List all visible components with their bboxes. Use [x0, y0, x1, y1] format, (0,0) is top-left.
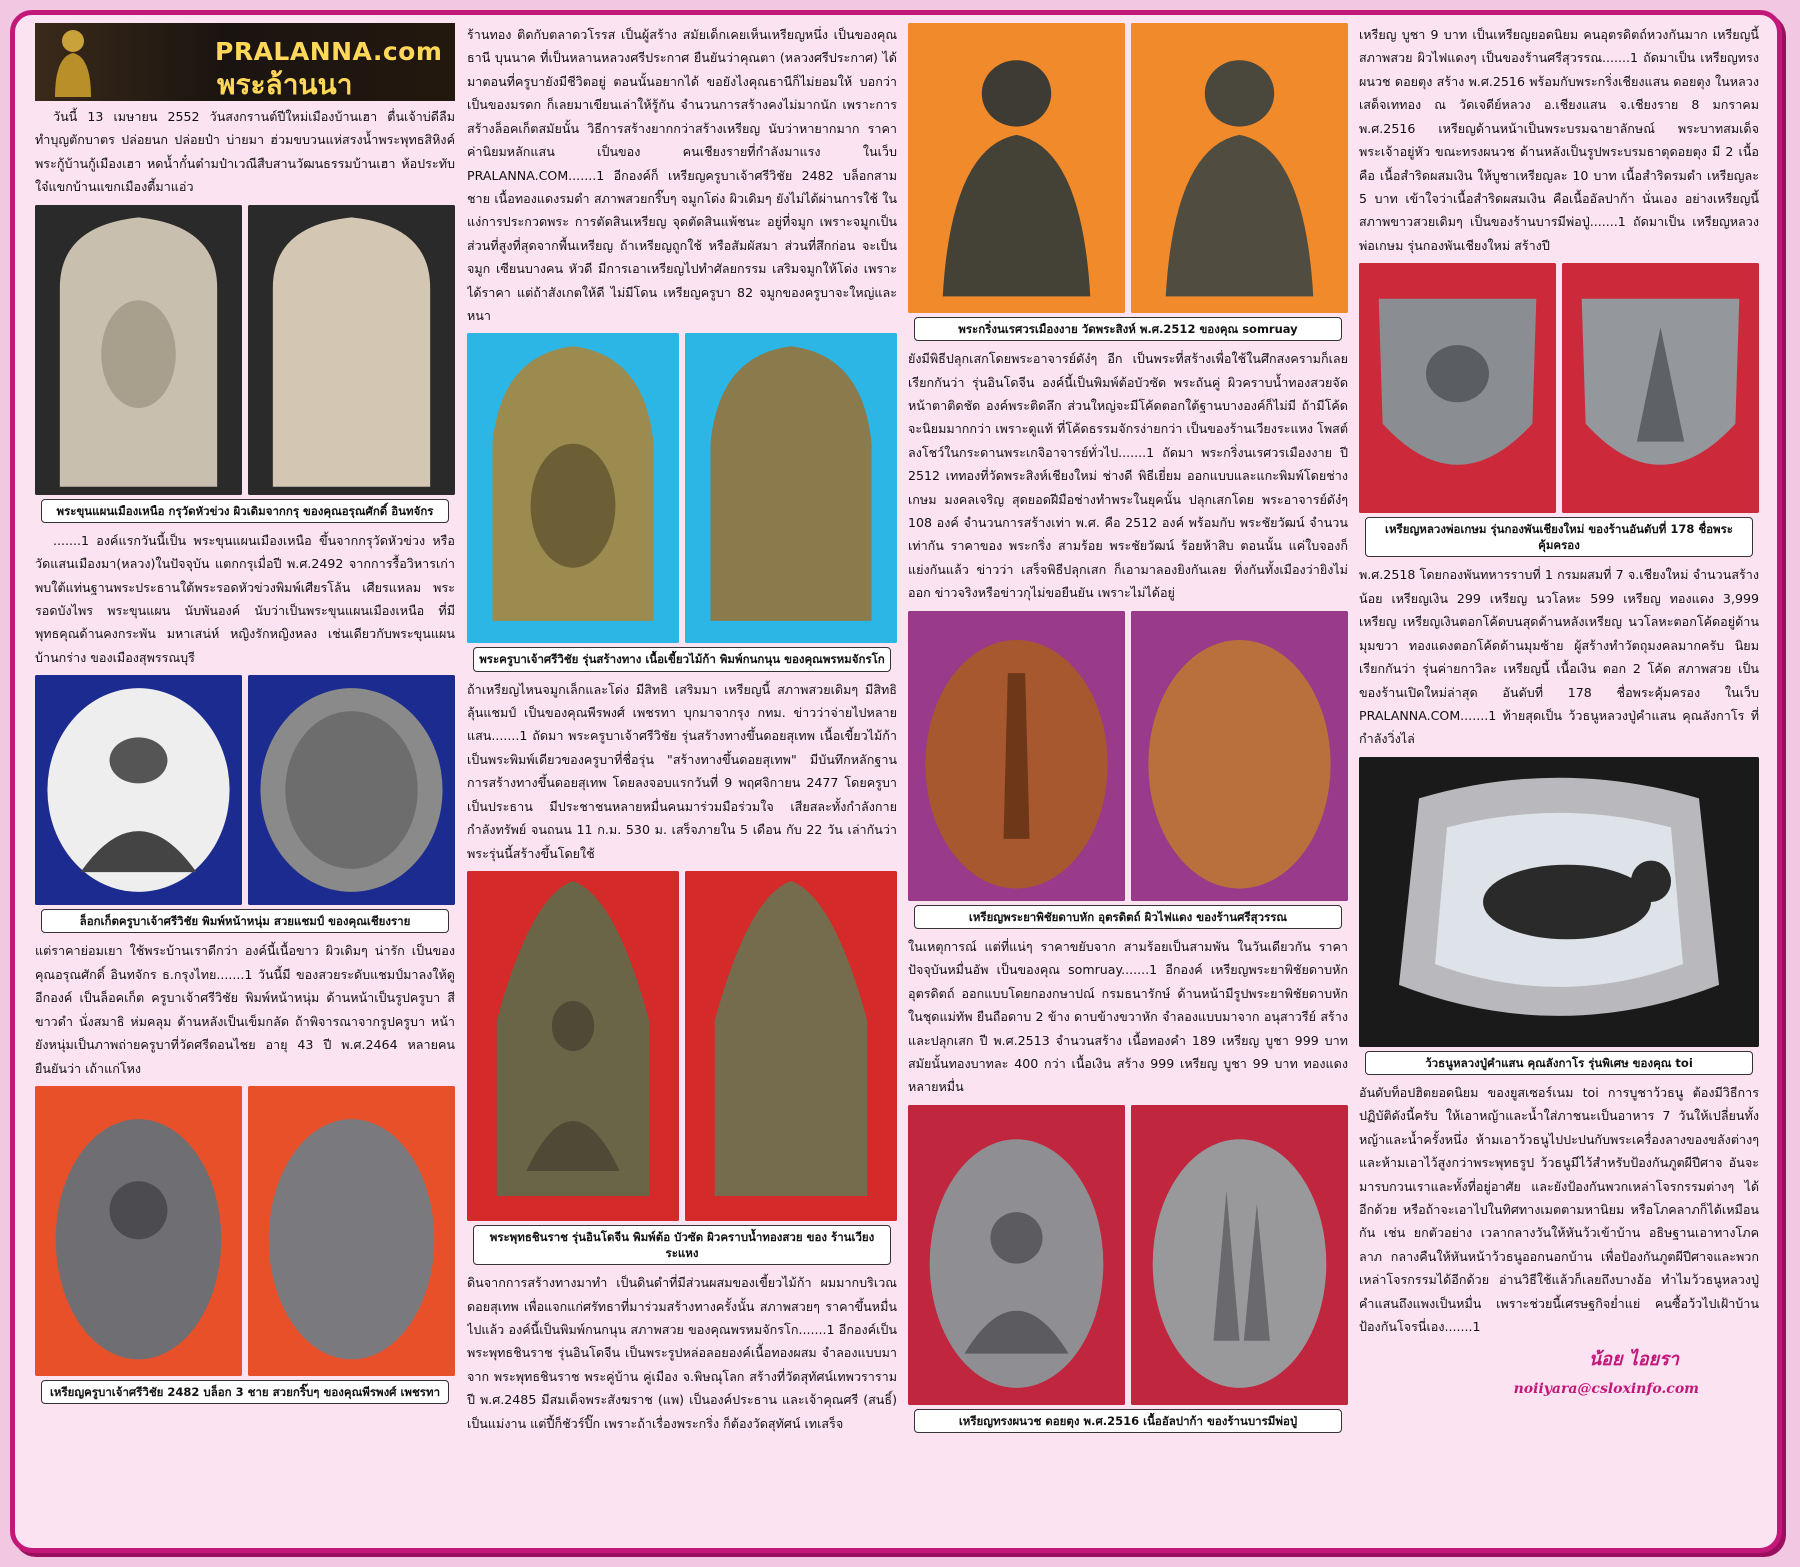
- caption-kring-naresuan: พระกริ่งนเรศวรเมืองงาย วัดพระสิงห์ พ.ศ.2512 ของคุณ somruay: [914, 317, 1342, 341]
- photo-chinnarat: [467, 871, 897, 1221]
- shield-coin-back-image: [1562, 263, 1759, 513]
- logo-line-1: PRALANNA.com: [215, 37, 443, 66]
- photo-khun-phaen: [35, 205, 455, 495]
- amulet-front-image: [35, 205, 242, 495]
- buffalo-amulet-image: [1359, 757, 1759, 1047]
- photo-locket: [35, 675, 455, 905]
- amulet-front-image: [467, 333, 679, 643]
- coin-front-image: [908, 611, 1125, 901]
- paragraph-2: ในเหตุการณ์ แต่ที่แน่ๆ ราคาขยับจาก สามร้อยเป็นสามพัน ในวันเดียวกัน ราคาปัจจุบันหมื่นอัพ เป็นของคุณ somruay.......1 อีกองค์ เหรียญพระยาพิชัยดาบหัก อุตรดิตถ์ ออกแบบโดยกองกษาปณ์ กรมธนารักษ์ ด้านหน้ามีรูปพระยาพิชัยดาบหัก ในชุดแม่ทัพ ยืนถือดาบ 2 ข้าง ดาบข้างขวาหัก จำลองแบบมาจาก อนุสาวรีย์ สร้างและปลุกเสก ปี พ.ศ.2513 จำนวนสร้าง เนื้อทองคำ 189 เหรียญ บูชา 999 บาท สมัยนั้นทองบาทละ 400 กว่า เนื้อเงิน สร้าง 999 เหรียญ บูชา 99 บาท ทองแดง หลายหมื่น: [908, 938, 1348, 1095]
- coin-back-image: [1131, 1105, 1348, 1405]
- logo-line-2: พระล้านนา: [217, 68, 353, 101]
- column-4: [1359, 23, 1759, 1536]
- caption-coin-1: เหรียญครูบาเจ้าศรีวิชัย 2482 บล็อก 3 ชาย สวยกริ๊บๆ ของคุณพีรพงศ์ เพชรทา: [41, 1380, 449, 1404]
- kring-front-image: [908, 23, 1125, 313]
- photo-luang-pho-kasem: [1359, 263, 1759, 513]
- author-signature: น้อย ไอยรา: [1588, 1348, 1679, 1370]
- photo-phraya-phichai: [908, 611, 1348, 901]
- paragraph-1: ยังมีพิธีปลุกเสกโดยพระอาจารย์ดัง๋ๆ อีก เป็นพระที่สร้างเพื่อใช้ในศึกสงครามก็เลยเรียกกันว่า รุ่นอินโดจีน องค์นี้เป็นพิมพ์ต้อบัวซัด พระถันคู่ ผิวคราบน้ำทองสวยจัด หน้าตาติดชัด องค์พระติดลึก ส่วนใหญ่จะมีโค้ดตอกใต้ฐานบางองค์ก็ไม่มี ถ้ามีโค้ดจะนิยมมากกว่า เพราะดูแท้ ที่โค้ดธรรมจักรง่ายกว่า เป็นของร้านเวียงระแหง โพสต์ลงโชว์ในกระดานพระเกจิอาจารย์ทั่วไป.......1 ถัดมา พระกริ่งนเรศวรเมืองงาย ปี 2512 เททองที่วัดพระสิงห์เชียงใหม่ ช่างดี พิธีเยี่ยม ออกแบบและแกะพิมพ์โดยช่างเกษม มงคลเจริญ สุดยอดฝีมือช่างทำพระในยุคนั้น ปลุกเสกโดย พระอาจารย์ดัง๋ๆ 108 องค์ จำนวนการสร้างเท่า พ.ศ. คือ 2512 องค์ พร้อมกับ พระชัยวัฒน์ จำนวนเท่ากัน ราคาของ พระกริ่ง สามร้อย พระชัยวัฒน์ ร้อยห้าสิบ ตอนนั้น แค่ใบจองก็แย่งกันแล้ว ข่าวว่า เสร็จพิธีปลุกเสก ก็เอามาลองยิงกันเลย ทิ่งกันทั้งเมืองว่ายิงไม่ออก ข่าวจริงหรือข่าวกุไม่ขอยืนยัน เพราะไม่ได้อยู่: [908, 351, 1348, 601]
- paragraph-1: .......1 องค์แรกวันนี้เป็น พระขุนแผนเมืองเหนือ ขึ้นจากกรุวัดหัวข่วง หรือวัดแสนเมืองมา(หลวง)ในปัจจุบัน แตกกรุเมื่อปี พ.ศ.2492 จากการรื้อวิหารเก่า พบใต้แท่นฐานพระประธานใต้พระรอดหัวข่วงพิมพ์เศียรโล้น เศียรแหลม พระรอดบังไพร พระขุนแผน นับพันองค์ นับว่าเป็นพระขุนแผนเมืองเหนือ ที่มีพุทธคุณด้านคงกระพัน มหาเสน่ห์ หญิงรักหญิงหลง เช่นเดียวกับพระขุนแผนบ้านกร่าง ของเมืองสุพรรณบุรี: [35, 532, 455, 665]
- photo-song-phanuat: [908, 1105, 1348, 1405]
- author-email[interactable]: noiiyara@csloxinfo.com: [1513, 1380, 1699, 1397]
- paragraph-1: เหรียญ บูชา 9 บาท เป็นเหรียญยอดนิยม คนอุตรดิตถ์หวงกันมาก เหรียญนี้สภาพสวย ผิวไฟแดงๆ เป็นของร้านศรีสุวรรณ.......1 ถัดมาเป็น เหรียญทรงผนวช ดอยตุง สร้าง พ.ศ.2516 พร้อมกับพระกริ่งเชียงแสน ดอยตุง ในหลวงเสด็จเททอง ณ วัดเจดีย์หลวง อ.เชียงแสน จ.เชียงราย 8 มกราคม พ.ศ.2516 เหรียญด้านหน้าเป็นพระบรมฉายาลักษณ์ พระบาทสมเด็จพระเจ้าอยู่หัว ขณะทรงผนวช ด้านหลังเป็นรูปพระบรมธาตุดอยตุง มี 2 เนื้อ คือ เนื้อสำริดผสมเงิน ให้บูชาเหรียญละ 10 บาท เนื้อสำริดรมดำ เหรียญละ 5 บาท เข้าใจว่าเนื้อสำริดผสมเงิน คือเนื้ออัลปาก้า นั่นเอง อย่างเหรียญนี้ สภาพขาวสวยเดิมๆ เป็นของร้านบารมีพ่อปู่.......1 ถัดมาเป็น เหรียญหลวงพ่อเกษม รุ่นกองพันเชียงใหม่ สร้างปี: [1359, 27, 1759, 253]
- pralanna-logo: [35, 23, 455, 101]
- paragraph-3: อันดับท็อปฮิตยอดนิยม ของยูสเซอร์เนม toi การบูชาว้วธนู ต้องมีวิธีการปฏิบัติดังนี้ครับ ให้เอาหญ้าและน้ำใส่ภาชนะเป็นอาหาร 7 วันให้เปลี่ยนทั้งหญ้าและน้ำครั้งหนึ่ง ห้ามเอาว้วธนูไปปะปนกับพระเครื่องลางของขลังต่างๆ และห้ามเอาไว้สูงกว่าพระพุทธรูป ว้วธนูมีไว้สำหรับป้องกันภูตผีปีศาจ อันจะมารบกวนเราและทั้งที่อยู่อาศัย และยังป้องกันพวกเหล่าโจรกรรมต่างๆ ได้อีกด้วย หรือถ้าจะเอาไปในทิศทางเมตตามหานิยม หรือโภคลาภก็ได้เหมือนกัน เช่น ยกตัวอย่าง เวลากลางวันให้หันว้วเข้าบ้าน อธิษฐานเอาทางโภคลาภ กลางคืนให้หันหน้าว้วธนูออกนอกบ้าน เพื่อป้องกันภูตผีปีศาจและพวกเหล่าโจรกรรมได้อีกด้วย อ่านวิธีใช้แล้วก็เลยถึงบางอ้อ ทำไมว้วธนูหลวงปู่คำแสนถึงแพงเป็นหมื่น เพราะช่วยนี้เศรษฐกิจย่ำแย่ คนซื้อว้วไปเฝ้าบ้านป้องกันโจรนี่เอง.......1: [1359, 1084, 1759, 1335]
- caption-luang-pho-kasem: เหรียญหลวงพ่อเกษม รุ่นกองพันเชียงใหม่ ของร้านอันดับที่ 178 ชื่อพระคุ้มครอง: [1365, 517, 1753, 557]
- kring-back-image: [1131, 23, 1348, 313]
- coin-back-image: [1131, 611, 1348, 901]
- caption-khun-phaen: พระขุนแผนเมืองเหนือ กรุวัดหัวข่วง ผิวเดิมจากกรุ ของคุณอรุณศักดิ์ อินทจักร: [41, 499, 449, 523]
- caption-wua-thanu: ว้วธนูหลวงปู่คำแสน คุณลังกาโร รุ่นพิเศษ ของคุณ toi: [1365, 1051, 1753, 1075]
- column-1: [35, 23, 455, 1536]
- buddha-back-image: [685, 871, 897, 1221]
- caption-phraya-phichai: เหรียญพระยาพิชัยดาบหัก อุตรดิตถ์ ผิวไฟแดง ของร้านศรีสุวรรณ: [914, 905, 1342, 929]
- caption-locket: ล็อกเก็ตครูบาเจ้าศรีวิชัย พิมพ์หน้าหนุ่ม สวยแชมป์ ของคุณเชียงราย: [41, 909, 449, 933]
- locket-front-image: [35, 675, 242, 905]
- coin-front-image: [908, 1105, 1125, 1405]
- column-3: [908, 23, 1348, 1536]
- paragraph-2: พ.ศ.2518 โดยกองพันทหารราบที่ 1 กรมผสมที่ 7 จ.เชียงใหม่ จำนวนสร้างน้อย เหรียญเงิน 299 เหรียญ นวโลหะ 599 เหรียญ ทองแดง 3,999 เหรียญ เหรียญเงินตอกโค้ดบนสุดด้านหลังเหรียญ นวโลหะตอกโค้ดอยู่ด้านมุมขวา ทองแดงตอกโค้ดด้านมุมซ้าย ผู้สร้างทำวัตถุมงคลมากครับ นิยมเรียกกันว่า รุ่นค่ายกาวิละ เหรียญนี้ เนื้อเงิน ตอก 2 โค้ด สภาพสวย เป็นของร้านเปิดใหม่ล่าสุด อันดับที่ 178 ชื่อพระคุ้มครอง ในเว็บ PRALANNA.COM.......1 ท้ายสุดเป็น ว้วธนูหลวงปู่คำแสน คุณลังกาโร ที่กำลังวิ่งไล่: [1359, 567, 1759, 747]
- photo-coin-1: [35, 1086, 455, 1376]
- buddha-statue-icon: [49, 27, 97, 97]
- photo-sang-tang: [467, 333, 897, 643]
- paragraph-1: ร้านทอง ติดกับตลาดวโรรส เป็นผู้สร้าง สมัยเด็กเคยเห็นเหรียญหนึ่ง เป็นของคุณธานี บุนนาค ที่เป็นหลานหลวงศรีประกาศ ยืนยันว่าคุณตา (หลวงศรีประกาศ) ได้มาตอนที่ครูบายังมีชีวิตอยู่ ตอนนั้นอยากได้ ขอยังไงคุณธานีก็ไม่ยอมให้ บอกว่าเป็นของมรดก ก็เลยมาเขียนเล่าให้รู้กัน จำนวนการสร้างคงไม่มากนัก เพราะการสร้างล็อคเก็ตสมัยนั้น วิธีการสร้างยากกว่าสร้างเหรียญ นับว่าหายากมาก ราคาค่านิยมหลักแสน เป็นของ คนเชียงรายที่กำลังมาแรง ในเว็บ PRALANNA.COM.......1 อีกองค์ก็ เหรียญครูบาเจ้าศรีวิชัย 2482 บล็อกสามชาย เนื้อทองแดงรมดำ สภาพสวยกริ๊บๆ จมูกโด่ง ผิวเดิมๆ ยังไม่ได้ผ่านการใช้ ในแง่การประกวดพระ การตัดสินเหรียญ จุดตัดสินแพ้ชนะ อยู่ที่จมูก เพราะจมูกเป็นส่วนที่สูงที่สุดจากพื้นเหรียญ ถ้าเหรียญถูกใช้ หรือสัมผัสมา ส่วนที่สึกก่อน จะเป็นจมูก เซียนบางคน หัวดี มีการเอาเหรียญไปทำศัลยกรรม เสริมจมูกให้โด่ง เพราะได้ราคา แต่ถ้าสังเกตให้ดี ไม่มีโดน เหรียญครูบา 82 จมูกของครูบาจะใหญ่และหนา: [467, 27, 897, 324]
- paragraph-2: ถ้าเหรียญไหนจมูกเล็กและโด่ง มีสิทธิ เสริมมา เหรียญนี้ สภาพสวยเดิมๆ มีสิทธิลุ้นแชมป์ เป็นของคุณพีรพงศ์ เพชรทา บุกมาจากรุง กทม. ข่าวว่าจ่ายไปหลายแสน.......1 ถัดมา พระครูบาเจ้าศรีวิชัย รุ่นสร้างทางขึ้นดอยสุเทพ เนื้อเขี้ยวไม้ก้า เป็นพระพิมพ์เดียวของครูบาที่ชื่อรุ่น "สร้างทางขึ้นดอยสุเทพ" มีบันทึกหลักฐานการสร้างทางขึ้นดอยสุเทพ โดยลงจอบแรกวันที่ 9 พฤศจิกายน 2477 โดยครูบาเป็นประธาน มีประชาชนหลายหมื่นคนมาร่วมมือร่วมใจ เสียสละทั้งกำลังกาย กำลังทรัพย์ จนถนน 11 ก.ม. 530 ม. เสร็จภายใน 5 เดือน กับ 22 วัน เล่ากันว่า พระรุ่นนี้สร้างขึ้นโดยใช้: [467, 681, 897, 861]
- coin-back-image: [248, 1086, 455, 1376]
- caption-sang-tang: พระครูบาเจ้าศรีวิชัย รุ่นสร้างทาง เนื้อเขี้ยวไม้ก้า พิมพ์กนกนุน ของคุณพรหมจักรโก: [473, 647, 891, 671]
- buddha-front-image: [467, 871, 679, 1221]
- column-2: [467, 23, 897, 1536]
- locket-back-image: [248, 675, 455, 905]
- paragraph-2: แต่ราคาย่อมเยา ใช้พระบ้านเราดีกว่า องค์นี้เนื้อขาว ผิวเดิมๆ น่ารัก เป็นของคุณอรุณศักดิ์ อินทจักร ธ.กรุงไทย.......1 วันนี้มี ของสวยระดับแชมป์มาลงให้ดูอีกองค์ เป็นล็อคเก็ต ครูบาเจ้าศรีวิชัย พิมพ์หน้าหนุ่ม ด้านหน้าเป็นรูปครูบา สีขาวดำ นั่งสมาธิ ห่มคลุม ด้านหลังเป็นเข็มกลัด ถ้าพิจารณาจากรูปครูบา หน้ายังหนุ่มเป็นภาพถ่ายครูบาที่วัดศรีดอนไชย อายุ 43 ปี พ.ศ.2464 หลายคนยืนยันว่า เถ้าแก่โหง: [35, 943, 455, 1076]
- caption-chinnarat: พระพุทธชินราช รุ่นอินโดจีน พิมพ์ต้อ บัวซัด ผิวคราบน้ำทองสวย ของ ร้านเวียงระแหง: [473, 1225, 891, 1265]
- intro-paragraph: วันนี้ 13 เมษายน 2552 วันสงกรานต์ปีใหม่เมืองบ้านเฮา ตื่นเจ้าบ่ดีลืมทำบุญตักบาตร ปล่อยนก ปล่อยป๋า บ่ายมา ฮ่วมขบวนแห่สรงน้ำพระพุทธสิหิงค์ พระกู้บ้านกู้เมืองเฮา หดน้ำกั๋นต๋ามป๋าเวณีสืบสานวัฒนธรรมบ้านเฮา ห้อประทับใจ๋แขกบ้านแขกเมืองตี้มาแอ่ว: [35, 109, 455, 195]
- amulet-back-image: [685, 333, 897, 643]
- amulet-back-image: [248, 205, 455, 495]
- photo-wua-thanu: [1359, 757, 1759, 1047]
- page-frame: [10, 10, 1782, 1553]
- photo-kring-naresuan: [908, 23, 1348, 313]
- shield-coin-front-image: [1359, 263, 1556, 513]
- caption-song-phanuat: เหรียญทรงผนวช ดอยตุง พ.ศ.2516 เนื้ออัลปาก้า ของร้านบารมีพ่อปู่: [914, 1409, 1342, 1433]
- coin-front-image: [35, 1086, 242, 1376]
- paragraph-3: ดินจากการสร้างทางมาทำ เป็นดินดำที่มีส่วนผสมของเขี้ยวไม้ก้า ผมมากบริเวณดอยสุเทพ เพื่อแจกแก่ศรัทธาที่มาร่วมสร้างทางครั้งนั้น สภาพสวยๆ ราคาขึ้นหมื่นไปแล้ว องค์นี้เป็นพิมพ์กนกนุน สภาพสวย ของคุณพรหมจักรโก.......1 อีกองค์เป็น พระพุทธชินราช รุ่นอินโดจีน เป็นพระรูปหล่อลอยองค์เนื้อทองผสม จำลองแบบมาจาก พระพุทธชินราช พระคู่บ้าน คู่เมือง จ.พิษณุโลก สร้างที่วัดสุทัศน์เทพวราราม ปี พ.ศ.2485 มีสมเด็จพระสังฆราช (แพ) เป็นองค์ประธาน และเจ้าคุณศรี (สนธิ์) เป็นแม่งาน แต่ปี้ก็ชัวร์ปิ๊ก เพราะถ้าเรื่องพระกริ่ง ก็ต้องวัดสุทัศน์ เทเสร็จ: [467, 1275, 897, 1431]
